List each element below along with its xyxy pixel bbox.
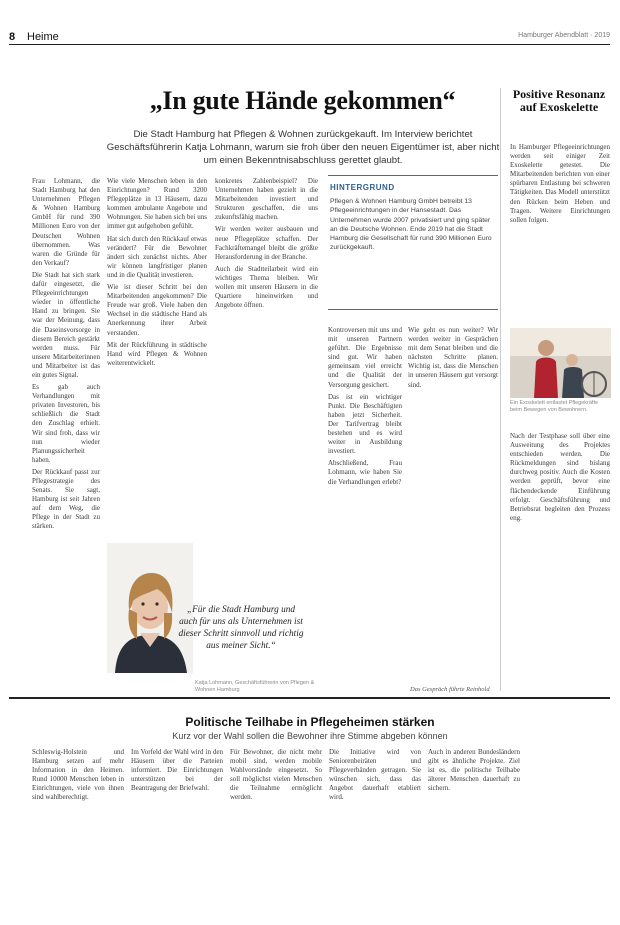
article-teaser: Die Stadt Hamburg hat Pflegen & Wohnen zurückgekauft. Im Interview berichtet Geschäftsführerin Katja Lohmann, warum sie froh über den neuen Eigentümer ist, aber nicht um einen Bekenntnisabschluss gerettet glaubt. <box>106 129 500 166</box>
paragraph: Die Initiative wird von Seniorenbeiräten und Pflegeverbänden getragen. Sie wünschen sich, dass das Angebot dauerhaft etabliert wird. <box>329 748 421 802</box>
photo-caption: Katja Lohmann, Geschäftsführerin von Pflegen & Wohnen Hamburg <box>195 680 315 693</box>
background-infobox <box>328 175 498 315</box>
article-column-2 <box>107 177 207 539</box>
paragraph: Hat sich durch den Rückkauf etwas verändert? Für die Bewohner ändert sich zunächst nichts. Aber wir können langfristiger planen und in die Qualität investieren. <box>107 234 207 279</box>
paragraph: In Hamburger Pflegeeinrichtungen werden seit einiger Zeit Exoskelette getestet. Die Mitarbeitenden berichten von einer spürbaren Entlastung bei schweren Tätigkeiten. Das Modell unterstützt den Rücken beim Heben und Tragen. Weitere Einrichtungen sollen folgen. <box>510 143 610 224</box>
paragraph: Im Vorfeld der Wahl wird in den Häusern über die Parteien informiert. Die Einrichtungen unterstützen bei der Beantragung der Briefwahl. <box>131 748 223 793</box>
paragraph: Wie viele Menschen leben in den Einrichtungen? Rund 3200 Pflegeplätze in 13 Häusern, dazu kommen ambulante Angebote und Wohnungen. Sie haben sich bei uns immer gut aufgehoben gefühlt. <box>107 177 207 231</box>
sidebar-body <box>510 143 610 323</box>
paragraph: Auch in anderen Bundesländern gibt es ähnliche Projekte. Ziel ist es, die politische Teilhabe älterer Menschen dauerhaft zu sichern. <box>428 748 520 793</box>
paragraph: Frau Lohmann, die Stadt Hamburg hat den Unternehmen Pflegen & Wohnen Hamburg GmbH für rund 390 Millionen Euro von der Deutschen Wohnen übernommen. Was waren die Gründe für den Verkauf? <box>32 177 100 267</box>
author-credit: Das Gespräch führte Reinhold <box>410 686 490 693</box>
paragraph: Auch die Stadtteilarbeit wird ein wichtiges Thema bleiben. Wir wollen mit unseren Häusern in die Quartiere hineinwirken und Angebote öffnen. <box>215 264 318 310</box>
infobox-body: Pflegen & Wohnen Hamburg GmbH betreibt 13 Pflegeeinrichtungen in der Hansestadt. Das Unternehmen wurde 2007 privatisiert und ging später an die Deutsche Wohnen. Ende 2019 hat die Stadt Hamburg die Gesellschaft für rund 390 Millionen Euro zurückgekauft. <box>330 198 492 252</box>
paragraph: Mit der Rückführung in städtische Hand wird Pflegen & Wohnen weiterentwickelt. <box>107 340 207 367</box>
page-header <box>0 0 620 43</box>
article2-column-2 <box>131 748 223 916</box>
dateline: Hamburger Abendblatt · 2019 <box>518 32 610 39</box>
infobox-title: HINTERGRUND <box>330 183 395 192</box>
paragraph: Wie geht es nun weiter? Wir werden weiter in Gesprächen mit dem Senat bleiben und die nächsten Schritte planen. Wichtig ist, dass die Menschen in unseren Häusern gut versorgt sind. <box>408 326 498 389</box>
article2-subheadline: Kurz vor der Wahl sollen die Bewohner ihre Stimme abgeben können <box>172 731 448 741</box>
paragraph: Wir werden weiter ausbauen und neue Pflegeplätze schaffen. Der Fachkräftemangel bleibt die größte Herausforderung in der Branche. <box>215 225 318 261</box>
paragraph: Der Rückkauf passt zur Pflegestrategie des Senats. Sie sagt, Hamburg ist seit Jahren auf dem Weg, die Pflege in der Stadt zu stärken. <box>32 467 100 531</box>
interview-question: Abschließend, Frau Lohmann, wie haben Sie die Verhandlungen erlebt? <box>328 459 402 486</box>
infobox-rule-top <box>328 175 498 176</box>
page-number: 8 <box>9 31 16 43</box>
continuation-column-a <box>328 326 402 666</box>
article2-column-5 <box>428 748 520 916</box>
continuation-column-b <box>408 326 498 666</box>
pull-quote: „Für die Stadt Hamburg und auch für uns als Unternehmen ist dieser Schritt sinnvoll und richtig aus meiner Sicht.“ <box>178 605 304 651</box>
sidebar-body-2 <box>510 432 610 692</box>
article-column-1 <box>32 177 100 687</box>
article2-column-3 <box>230 748 322 916</box>
section-divider <box>9 697 610 699</box>
paragraph: Nach der Testphase soll über eine Ausweitung des Projektes entschieden werden. Die Rückmeldungen sind bislang durchweg positiv. Auch die Kosten werden geprüft, bevor eine flächendeckende Einführung erfolgt. Geschäftsführung und Betriebsrat begleiten den Prozess eng. <box>510 432 610 522</box>
article2-headline: Politische Teilhabe in Pflegeheimen stärken <box>185 715 435 729</box>
exoskeleton-photo <box>510 328 611 398</box>
header-rule <box>9 44 610 45</box>
paragraph: Es gab auch Verhandlungen mit privaten Investoren, bis schließlich die Stadt den Zuschlag erhielt. Wir sind froh, dass wir nun wieder Planungssicherheit haben. <box>32 383 100 464</box>
paragraph: Die Stadt hat sich stark dafür eingesetzt, die Pflegeeinrichtungen wieder in öffentliche Hand zu bringen. Sie war der Meinung, dass die Daseinsvorsorge in diesem Bereich gestärkt werden muss. Für unsere Mitarbeiterinnen und Mitarbeiter ist das ein gutes Signal. <box>32 270 100 379</box>
paragraph: Das ist ein wichtiger Punkt. Die Beschäftigten haben jetzt Sicherheit. Der Tarifvertrag bleibt bestehen und es wird weiter in Ausbildung investiert. <box>328 392 402 456</box>
sidebar-title: Positive Resonanz auf Exoskelette <box>512 87 606 114</box>
paragraph: Kontroversen mit uns und mit unseren Partnern geführt. Die Ergebnisse sind gut. Wir haben gemeinsam viel erreicht und die Qualität der Versorgung gesichert. <box>328 326 402 389</box>
paragraph: Schleswig-Holstein und Hamburg setzen auf mehr Information in den Heimen. Rund 10000 Menschen leben in Einrichtungen, viele von ihnen sind wahlberechtigt. <box>32 748 124 802</box>
paragraph: Wie ist dieser Schritt bei den Mitarbeitenden angekommen? Die Freude war groß. Viele haben den Wechsel in die städtische Hand als Anerkennung ihrer Arbeit verstanden. <box>107 283 207 337</box>
article-column-3 <box>215 177 318 597</box>
paragraph: konkretes Zahlenbeispiel? Die Unternehmen haben gezielt in die Mitarbeitenden investiert und Strukturen geschaffen, die uns zukunftsfähig machen. <box>215 177 318 222</box>
paragraph: Für Bewohner, die nicht mehr mobil sind, werden mobile Wahlvorstände eingesetzt. So soll möglichst vielen Menschen die Teilnahme ermöglicht werden. <box>230 748 322 802</box>
article-headline: „In gute Hände gekommen“ <box>149 86 456 115</box>
sidebar-photo-caption: Ein Exoskelett entlastet Pflegekräfte beim Bewegen von Bewohnern. <box>510 400 599 413</box>
section-label: Heime <box>27 31 59 43</box>
article2-column-1 <box>32 748 124 916</box>
article2-column-4 <box>329 748 421 916</box>
column-rule <box>500 88 501 691</box>
infobox-rule-bottom <box>328 309 498 310</box>
